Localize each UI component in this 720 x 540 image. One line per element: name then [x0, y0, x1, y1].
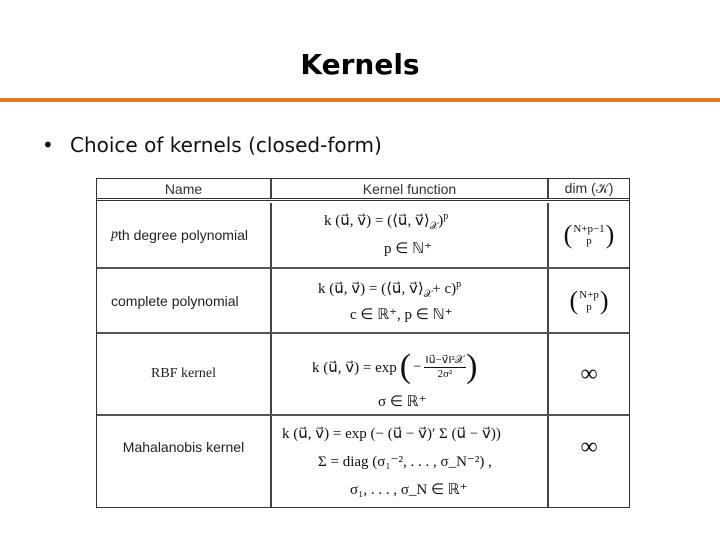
binomial-bottom: p — [586, 235, 592, 247]
binomial-top: N+p — [579, 288, 599, 301]
kernel-function — [272, 203, 549, 267]
kernel-name: complete polynomial — [97, 269, 272, 332]
kernel-formula — [318, 279, 461, 300]
fraction-numerator: ‖u⃗−v⃗‖²𝒳 — [425, 353, 465, 366]
kernel-function — [272, 334, 549, 414]
bullet-item — [42, 133, 382, 157]
formula-superscript: p — [456, 279, 462, 290]
slide-title: Kernels — [300, 48, 420, 81]
kernel-dim — [549, 416, 629, 507]
kernel-constraint: σ₁, . . . , σ_N ∈ ℝ⁺ — [350, 482, 468, 498]
title-underline — [0, 98, 720, 102]
formula-subscript: 𝒳 — [423, 289, 433, 300]
formula-superscript: p — [443, 211, 449, 222]
bullet-text: Choice of kernels (closed-form) — [70, 133, 382, 157]
binomial-coefficient: ( N+p−1 p ) — [563, 220, 615, 249]
binomial-coefficient: ( N+p p ) — [569, 285, 609, 315]
kernel-dim — [549, 334, 629, 414]
infinity-symbol: ∞ — [580, 360, 598, 387]
header-name: Name — [97, 179, 272, 198]
formula-main: k (u⃗, v⃗) = exp — [312, 359, 397, 376]
table-row — [97, 203, 629, 269]
table-row — [97, 416, 629, 507]
kernel-dim — [549, 203, 629, 267]
formula-close: ) — [438, 213, 444, 229]
kernel-dim — [549, 269, 629, 332]
binomial-top: N+p−1 — [573, 223, 605, 235]
fraction-denominator: 2σ² — [437, 367, 453, 380]
kernel-name-text: Mahalanobis kernel — [122, 438, 245, 455]
formula-subscript: 𝒳 — [429, 221, 439, 232]
table-row — [97, 269, 629, 334]
kernel-name-variable: p — [111, 227, 118, 242]
kernel-constraint: σ ∈ ℝ⁺ — [378, 394, 427, 410]
formula-main: k (u⃗, v⃗) = (⟨u⃗, v⃗⟩ — [324, 213, 430, 229]
bullet-dot: • — [42, 133, 54, 157]
kernel-function — [272, 269, 549, 332]
kernel-name: RBF kernel — [97, 334, 272, 414]
table-row — [97, 334, 629, 416]
header-dim: dim (𝒦) — [564, 180, 614, 196]
kernel-name-rest: th degree polynomial — [118, 227, 248, 243]
kernel-table — [96, 178, 630, 508]
kernel-formula — [324, 211, 448, 232]
header-kernel-function: Kernel function — [272, 179, 549, 198]
kernel-formula: k (u⃗, v⃗) = exp (− (u⃗ − v⃗)′ Σ (u⃗ − v⃗)) — [282, 426, 501, 442]
formula-close: + c) — [432, 281, 457, 297]
kernel-covariance: Σ = diag (σ₁⁻², . . . , σ_N⁻²) , — [318, 454, 492, 470]
kernel-formula: k (u⃗, v⃗) = exp ( − ‖u⃗−v⃗‖²𝒳 2σ² ) — [312, 348, 478, 385]
kernel-name — [97, 203, 272, 267]
kernel-name — [97, 416, 272, 507]
binomial-bottom: p — [586, 300, 592, 313]
kernel-constraint: c ∈ ℝ⁺, p ∈ ℕ⁺ — [350, 307, 453, 323]
table-header-row — [97, 179, 629, 201]
formula-main: k (u⃗, v⃗) = (⟨u⃗, v⃗⟩ — [318, 281, 424, 297]
infinity-symbol: ∞ — [580, 434, 598, 460]
kernel-function — [272, 416, 549, 507]
kernel-constraint: p ∈ ℕ⁺ — [384, 241, 432, 257]
